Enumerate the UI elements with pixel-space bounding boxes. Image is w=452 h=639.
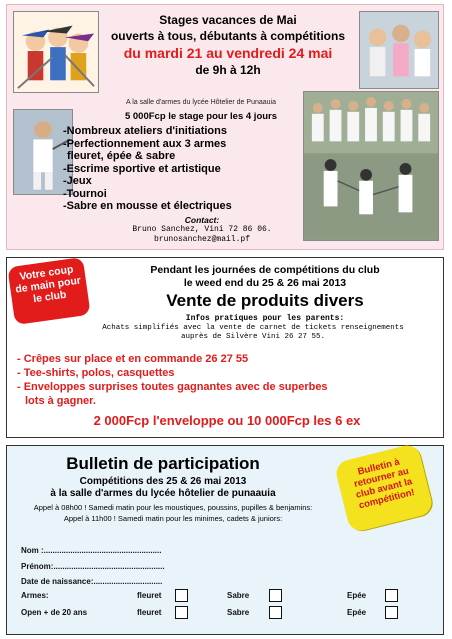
stages-item: -Escrime sportive et artistique [63, 162, 221, 175]
vente-title: Vente de produits divers [166, 291, 364, 310]
vente-item: - Tee-shirts, polos, casquettes [17, 367, 175, 379]
appel-2: Appel à 11h00 ! Samedi matin pour les minimes, cadets & juniors: [63, 514, 283, 523]
stages-panel [6, 4, 444, 250]
stages-item: -Sabre en mousse et électriques [63, 200, 232, 212]
open-label: Open + de 20 ans [21, 608, 88, 617]
group-photo-collage [303, 91, 439, 241]
vente-intro-2: le weed end du 25 & 26 mai 2013 [183, 277, 347, 289]
stages-item: -Jeux [63, 175, 92, 187]
bulletin-panel [6, 445, 444, 635]
open-sabre-checkbox[interactable] [269, 606, 282, 619]
contact-email: brunosanchez@mail.pf [153, 235, 250, 244]
armes-sabre-checkbox[interactable] [269, 589, 282, 602]
birthdate-field[interactable]: Date de naissance:............................... [21, 577, 163, 586]
info-line-2: auprès de Silvère Vini 26 27 55. [180, 333, 326, 341]
sabre-label: Sabre [227, 591, 250, 600]
stages-dates: du mardi 21 au vendredi 24 mai [123, 45, 333, 61]
fleuret-label: fleuret [137, 591, 162, 600]
stages-item: -Nombreux ateliers d'initiations [63, 125, 227, 137]
nom-field[interactable]: Nom :..................................................... [21, 546, 162, 555]
open-sabre-label: Sabre [227, 608, 250, 617]
epee-label: Epée [347, 591, 367, 600]
vente-intro-1: Pendant les journées de compétitions du club [150, 264, 380, 276]
kids-photo [359, 11, 439, 89]
club-help-badge [7, 257, 90, 325]
stages-title: Stages vacances de Mai [159, 13, 297, 27]
musketeers-illustration [13, 11, 99, 93]
stages-item: fleuret, épée & sabre [67, 150, 176, 162]
vente-item: - Crêpes sur place et en commande 26 27 55 [17, 353, 249, 365]
info-title: Infos pratiques pour les parents: [185, 314, 345, 323]
prenom-field[interactable]: Prénom:.................................................. [21, 562, 165, 571]
contact-name: Bruno Sanchez, Vini 72 86 06. [132, 225, 272, 234]
bulletin-title: Bulletin de participation [66, 454, 260, 473]
open-fleuret-checkbox[interactable] [175, 606, 188, 619]
armes-label: Armes: [21, 591, 49, 600]
vente-item: lots à gagner. [25, 395, 96, 407]
stages-item: -Tournoi [63, 187, 107, 200]
bulletin-line-2: à la salle d'armes du lycée hôtelier de punaauia [50, 488, 276, 499]
vente-item: - Enveloppes surprises toutes gagnantes avec de superbes [17, 381, 328, 393]
armes-fleuret-checkbox[interactable] [175, 589, 188, 602]
open-fleuret-label: fleuret [137, 608, 162, 617]
club-help-badge-text: Votre coup de main pour le club [14, 263, 82, 306]
contact-label: Contact: [184, 215, 220, 225]
open-epee-label: Epée [347, 608, 367, 617]
appel-1: Appel à 08h00 ! Samedi matin pour les moustiques, poussins, pupilles & benjamins: [33, 503, 313, 512]
info-line-1: Achats simplifiés avec la vente de carnet de tickets renseignements [102, 324, 404, 332]
stages-venue: A la salle d'armes du lycée Hôtelier de Punaauia [126, 99, 276, 106]
stages-hours: de 9h à 12h [195, 63, 261, 77]
stages-list [63, 125, 299, 213]
return-stamp-text: Bulletin à retourner au club avant la compétition! [352, 456, 416, 512]
armes-epee-checkbox[interactable] [385, 589, 398, 602]
return-stamp [334, 443, 435, 534]
stages-price: 5 000Fcp le stage pour les 4 jours [124, 111, 278, 122]
vente-list [17, 352, 437, 408]
open-epee-checkbox[interactable] [385, 606, 398, 619]
bulletin-line-1: Compétitions des 25 & 26 mai 2013 [79, 476, 247, 487]
vente-price: 2 000Fcp l'enveloppe ou 10 000Fcp les 6 ex [93, 413, 361, 428]
stages-item: -Perfectionnement aux 3 armes [63, 137, 227, 150]
stages-subtitle: ouverts à tous, débutants à compétitions [110, 29, 346, 43]
vente-panel [6, 257, 444, 438]
